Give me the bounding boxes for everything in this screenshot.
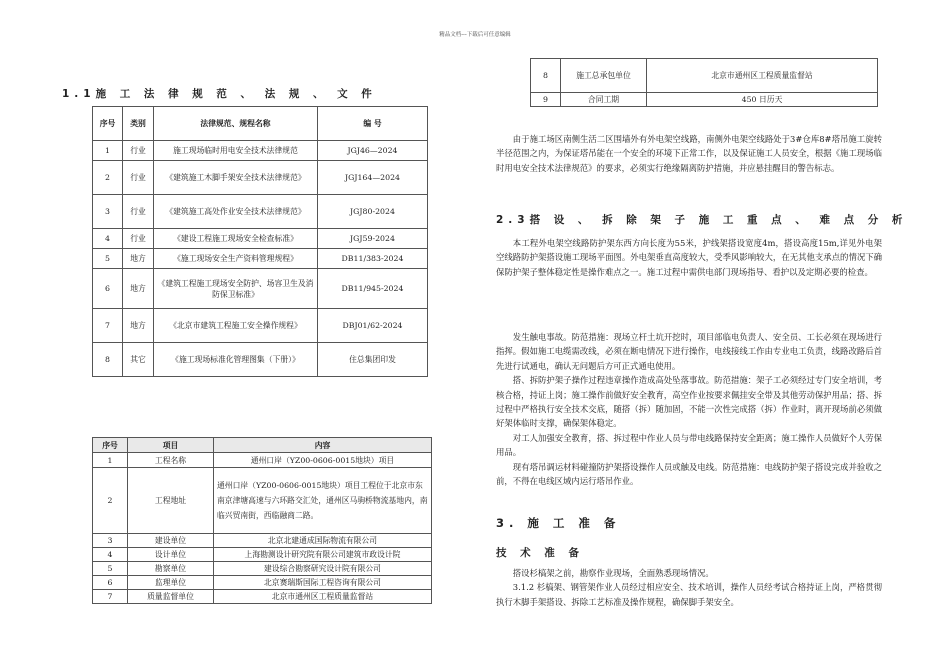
cell: 住总集团印发 (318, 343, 428, 377)
cell: 《建筑施工高处作业安全技术法律规范》 (154, 195, 318, 229)
cell: 2 (93, 468, 128, 534)
cell: 其它 (123, 343, 154, 377)
section-heading-1-1: 1.1施 工 法 律 规 范 、 法 规 、 文 件 (62, 88, 377, 100)
law-col-name: 法律规范、规程名称 (154, 107, 318, 141)
cell: 行业 (123, 141, 154, 161)
cell: 1 (93, 453, 128, 468)
table-row (531, 93, 878, 107)
cell: JGJ164—2024 (318, 161, 428, 195)
cell: DB11/945-2024 (318, 269, 428, 309)
table-row (93, 590, 432, 604)
cell: 行业 (123, 195, 154, 229)
paragraph-text: 搭设杉槁架之前，勘察作业现场，全面熟悉现场情况。 (512, 568, 714, 578)
table-row (93, 548, 432, 562)
cell: 1 (93, 141, 123, 161)
cell: 《建筑施工木脚手架安全技术法律规范》 (154, 161, 318, 195)
cell: 行业 (123, 229, 154, 249)
cell: 工程名称 (128, 453, 214, 468)
table-row (93, 453, 432, 468)
table-row (93, 562, 432, 576)
subheading-tech-prep: 技 术 准 备 (496, 547, 584, 559)
section-heading-2-3: 2.3搭 设 、 拆 除 架 子 施 工 重 点 、 难 点 分 析 (496, 214, 908, 226)
paragraph-text: 本工程外电架空线路防护架东西方向长度为55米，护线架搭设宽度4m，搭设高度15m,详见外电架空线路防护架搭设施工现场平面图。外电架垂直高度较大，受季风影响较大，在无其他支承点的情况下确保防护架子整体稳定性是操作难点之一。施工过程中需供电部门现场指导、看护以及定期必要的检查。 (496, 238, 882, 277)
cell: 通州口岸（YZ00-0606-0015地块）项目 (214, 453, 432, 468)
table-row (93, 161, 428, 195)
cell: 监理单位 (128, 576, 214, 590)
cell: 北京市通州区工程质量监督站 (214, 590, 432, 604)
table-row (93, 309, 428, 343)
cell: 合同工期 (561, 93, 647, 107)
cell: JGJ59-2024 (318, 229, 428, 249)
paragraph-text: 由于施工场区南侧生活二区围墙外有外电架空线路，南侧外电架空线路处于3#仓库8#塔吊施工旋转半径范围之内，为保证塔吊能在一个安全的环境下正常工作，以及保证施工人员安全，根据《施工现场临时用电安全技术法律规范》的要求，必须实行绝缘隔离防护措施，并应悬挂醒目的警告标志。 (496, 134, 882, 173)
cell: 施工现场临时用电安全技术法律规范 (154, 141, 318, 161)
risk-paragraph: 现有塔吊调运材料碰撞防护架搭设操作人员或触及电线。防范措施：电线防护架子搭设完成并验收之前，不得在电线区域内运行塔吊作业。 (496, 461, 882, 487)
project-col-no: 序号 (93, 438, 128, 453)
cell: 上海勘测设计研究院有限公司建筑市政设计院 (214, 548, 432, 562)
cell: 7 (93, 309, 123, 343)
cell: 6 (93, 269, 123, 309)
cell: 设计单位 (128, 548, 214, 562)
cell: 4 (93, 229, 123, 249)
project-table-header (93, 438, 432, 453)
intro-paragraph (496, 132, 882, 175)
cell: 建设综合勘察研究设计院有限公司 (214, 562, 432, 576)
law-col-code: 编 号 (318, 107, 428, 141)
cell: 4 (93, 548, 128, 562)
table-row (93, 249, 428, 269)
cell: 3 (93, 534, 128, 548)
table-row (93, 576, 432, 590)
table-row (93, 269, 428, 309)
risk-paragraph: 发生触电事故。防范措施：现场立杆土坑开挖时，项目部临电负责人、安全员、工长必须在现场进行指挥。假如施工电缆需改线，必须在断电情况下进行操作，电线接线工作由专业电工负责，线路改路后首先进行试通电，确认无问题后方可正式通电使用。 (496, 332, 882, 371)
cell: 《施工现场安全生产资料管理规程》 (154, 249, 318, 269)
table-row (93, 229, 428, 249)
cell: 建设单位 (128, 534, 214, 548)
cell: 北京北建通成国际物流有限公司 (214, 534, 432, 548)
cell: 质量监督单位 (128, 590, 214, 604)
project-info-table (92, 437, 432, 604)
table-row (93, 343, 428, 377)
table-row (93, 141, 428, 161)
cell: 6 (93, 576, 128, 590)
cell: 8 (531, 59, 561, 93)
risk-paragraph: 搭、拆防护架子操作过程违章操作造成高处坠落事故。防范措施：架子工必须经过专门安全培训，考核合格，持证上岗；施工操作前做好安全教育，高空作业按要求佩挂安全带及其他劳动保护用品；搭、拆过程中严格执行安全技术交底，随搭（拆）随加固，不能一次性完成搭（拆）作业时，离开现场前必须做好架体临时支撑，确保架体稳定。 (496, 375, 882, 429)
law-table (92, 106, 428, 377)
cell: JGJ46—2024 (318, 141, 428, 161)
project-info-table-continued (530, 58, 878, 107)
cell: DB11/383-2024 (318, 249, 428, 269)
risk-paragraph: 对工人加强安全教育，搭、拆过程中作业人员与带电线路保持安全距离；施工操作人员做好个人劳保用品。 (496, 432, 882, 458)
cell: 通州口岸（YZ00-0606-0015地块）项目工程位于北京市东南京津塘高速与六环路交汇处，通州区马驹桥物流基地内，南临兴贸南街，西临融商二路。 (214, 468, 432, 534)
cell: 5 (93, 249, 123, 269)
cell: 北京市通州区工程质量监督站 (647, 59, 878, 93)
tech-prep-paragraphs (496, 566, 882, 609)
cell: 3 (93, 195, 123, 229)
cell: 7 (93, 590, 128, 604)
cell: 《北京市建筑工程施工安全操作规程》 (154, 309, 318, 343)
table-row (93, 195, 428, 229)
cell: 施工总承包单位 (561, 59, 647, 93)
section-heading-3: 3. 施 工 准 备 (496, 516, 621, 530)
cell: 北京赛瑞斯国际工程咨询有限公司 (214, 576, 432, 590)
cell: 8 (93, 343, 123, 377)
law-col-type: 类别 (123, 107, 154, 141)
cell: 工程地址 (128, 468, 214, 534)
page-header: 精品文档---下载后可任意编辑 (439, 32, 511, 38)
cell: 《建筑工程施工现场安全防护、场容卫生及消防保卫标准》 (154, 269, 318, 309)
cell: DBJ01/62-2024 (318, 309, 428, 343)
cell: 地方 (123, 309, 154, 343)
cell: 地方 (123, 269, 154, 309)
project-col-item: 项目 (128, 438, 214, 453)
table-row (93, 534, 432, 548)
law-col-no: 序号 (93, 107, 123, 141)
table-row (531, 59, 878, 93)
cell: 勘察单位 (128, 562, 214, 576)
cell: 行业 (123, 161, 154, 195)
law-table-header (93, 107, 428, 141)
risk-paragraphs (496, 330, 882, 488)
table-row (93, 468, 432, 534)
section-2-3-paragraph (496, 236, 882, 279)
cell: 地方 (123, 249, 154, 269)
cell: 2 (93, 161, 123, 195)
cell: 《建设工程施工现场安全检查标准》 (154, 229, 318, 249)
project-col-content: 内容 (214, 438, 432, 453)
cell: 450 日历天 (647, 93, 878, 107)
paragraph-text: 3.1.2 杉槁架、钢管架作业人员经过相应安全、技术培训，操作人员经考试合格持证上岗，严格贯彻执行木脚手架搭设、拆除工艺标准及操作规程，确保脚手架安全。 (496, 582, 882, 607)
cell: JGJ80-2024 (318, 195, 428, 229)
cell: 《施工现场标准化管理图集（下册）》 (154, 343, 318, 377)
cell: 5 (93, 562, 128, 576)
cell: 9 (531, 93, 561, 107)
